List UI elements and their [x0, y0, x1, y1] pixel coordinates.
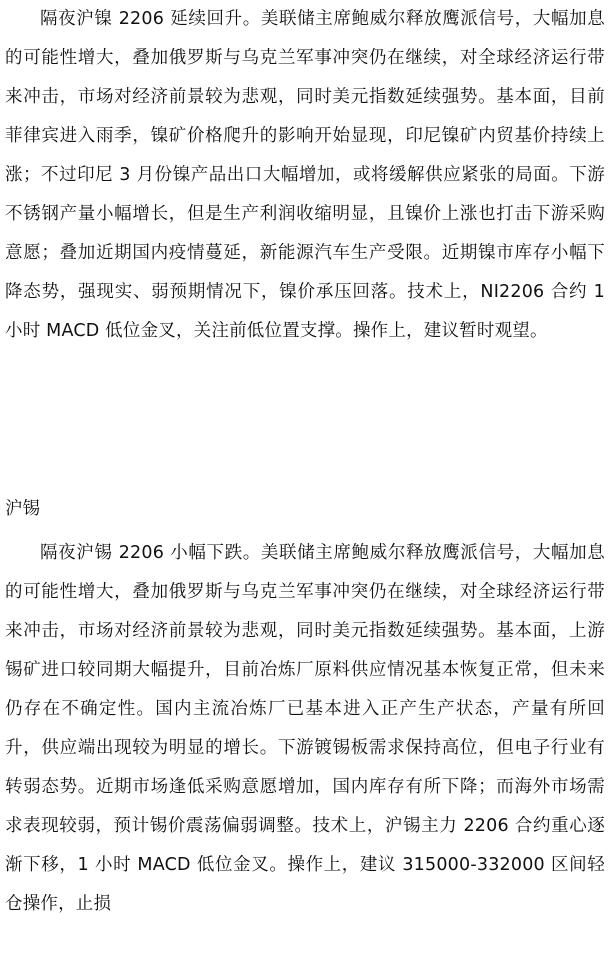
nickel-paragraph: 隔夜沪镍 2206 延续回升。美联储主席鲍威尔释放鹰派信号，大幅加息的可能性增大，叠加俄罗斯与乌克兰军事冲突仍在继续，对全球经济运行带来冲击，市场对经济前景较为悲观，同时美元指数延续强势。基本面，目前菲律宾进入雨季，镍矿价格爬升的影响开始显现，印尼镍矿内贸基价持续上涨；不过印尼 3 月份镍产品出口大幅增加，或将缓解供应紧张的局面。下游不锈钢产量小幅增长，但是生产利润收缩明显，且镍价上涨也打击下游采购意愿；叠加近期国内疫情蔓延，新能源汽车生产受限。近期镍市库存小幅下降态势，强现实、弱预期情况下，镍价承压回落。技术上，NI2206 合约 1 小时 MACD 低位金叉，关注前低位置支撑。操作上，建议暂时观望。 [5, 9, 605, 341]
tin-section-heading: 沪锡 [5, 499, 40, 519]
tin-paragraph: 隔夜沪锡 2206 小幅下跌。美联储主席鲍威尔释放鹰派信号，大幅加息的可能性增大，叠加俄罗斯与乌克兰军事冲突仍在继续，对全球经济运行带来冲击，市场对经济前景较为悲观，同时美元指数延续强势。基本面，上游锡矿进口较同期大幅提升，目前冶炼厂原料供应情况基本恢复正常，但未来仍存在不确定性。国内主流冶炼厂已基本进入正产生产状态，产量有所回升，供应端出现较为明显的增长。下游镀锡板需求保持高位，但电子行业有转弱态势。近期市场逢低采购意愿增加，国内库存有所下降；而海外市场需求表现较弱，预计锡价震荡偏弱调整。技术上，沪锡主力 2206 合约重心逐渐下移，1 小时 MACD 低位金叉。操作上，建议 315000-332000 区间轻仓操作，止损 [5, 543, 605, 914]
